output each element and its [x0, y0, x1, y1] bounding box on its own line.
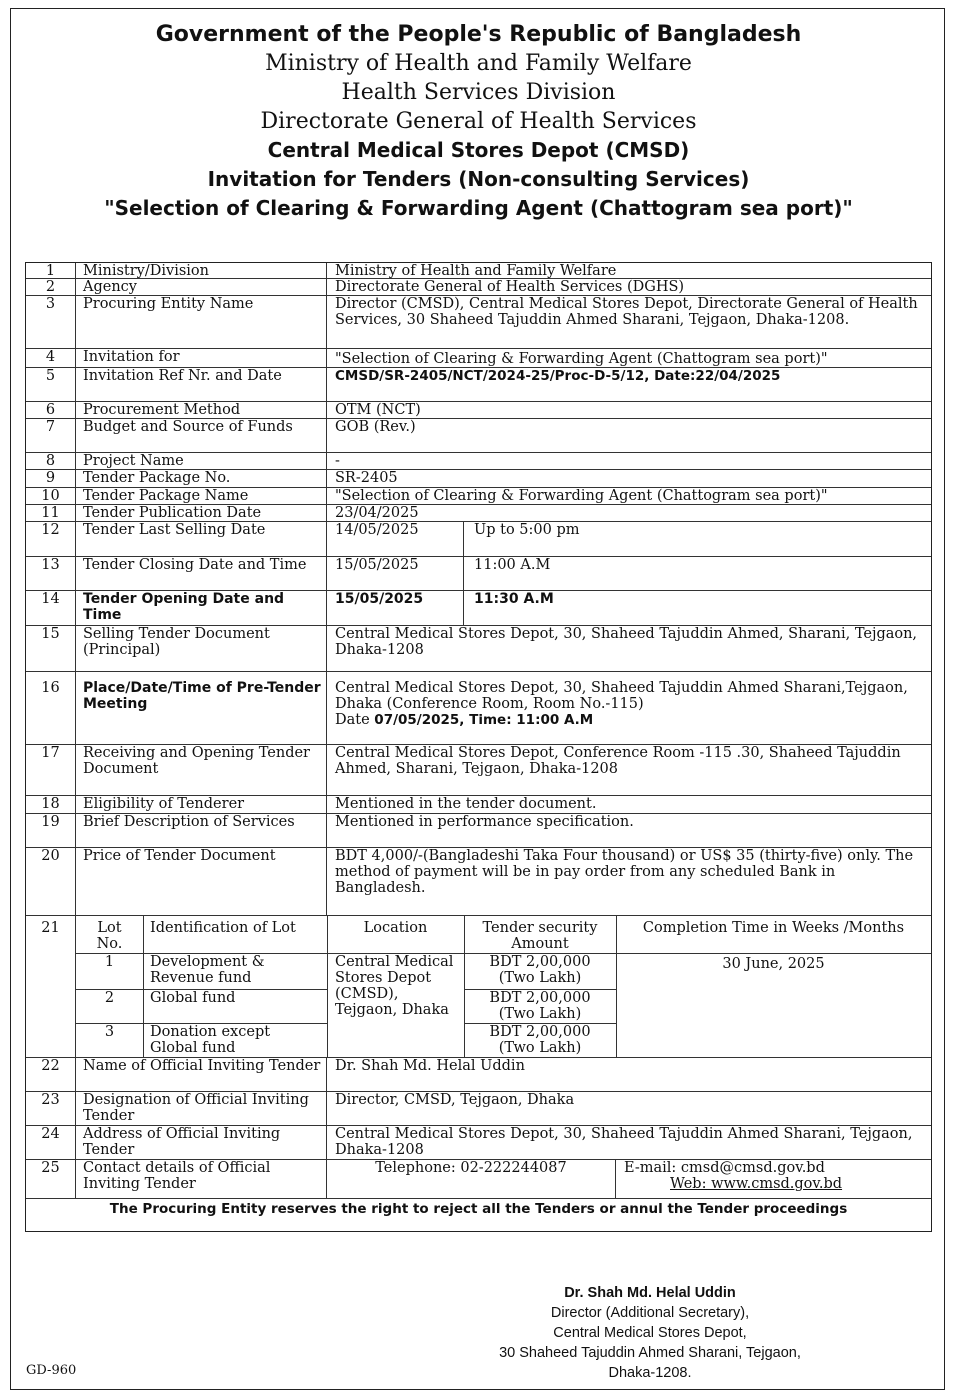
- row-label: Name of Official Inviting Tender: [76, 1058, 327, 1091]
- row-label: Contact details of Official Inviting Tender: [76, 1160, 327, 1198]
- lot-identification: Donation except Global fund: [150, 1024, 271, 1056]
- row-number: 1: [26, 263, 76, 278]
- header-invitation: Invitation for Tenders (Non-consulting Services): [207, 167, 750, 191]
- security-header: Tender security Amount: [482, 920, 598, 952]
- table-row: [26, 296, 931, 349]
- row-value: Dr. Shah Md. Helal Uddin: [335, 1058, 525, 1074]
- row-number: 13: [26, 557, 76, 590]
- contact-website[interactable]: Web: www.cmsd.gov.bd: [670, 1176, 843, 1192]
- lot-security: BDT 2,00,000 (Two Lakh): [489, 954, 591, 986]
- row-value: Director, CMSD, Tejgaon, Dhaka: [335, 1092, 575, 1108]
- row-number: 14: [26, 591, 76, 625]
- row-value: Director (CMSD), Central Medical Stores Depot, Directorate General of Health Services, 30 Shaheed Tajuddin Ahmed Sharani, Tejgaon, Dhaka-1208.: [335, 296, 918, 328]
- row-label: Invitation Ref Nr. and Date: [76, 368, 327, 401]
- row-value: -: [335, 453, 340, 469]
- table-row: [26, 745, 931, 796]
- row-label: Tender Closing Date and Time: [76, 557, 327, 590]
- lot-no-header: Lot No.: [96, 920, 123, 952]
- row-value: 14/05/2025: [327, 522, 464, 556]
- lot-number: 3: [104, 1024, 115, 1040]
- row-number: 25: [26, 1160, 76, 1198]
- row-value: 15/05/2025: [327, 591, 464, 625]
- row-label: Tender Package Name: [76, 488, 327, 504]
- table-row: [26, 279, 931, 296]
- row-value: Ministry of Health and Family Welfare: [335, 263, 617, 278]
- row-label: Invitation for: [76, 349, 327, 367]
- row-value: Mentioned in the tender document.: [335, 796, 597, 812]
- row-number: 3: [26, 296, 76, 348]
- row-number: 9: [26, 470, 76, 487]
- row-value-time: 11:30 A.M: [474, 591, 554, 607]
- lot-identification: Global fund: [150, 990, 236, 1006]
- table-row: [26, 453, 931, 470]
- row-number: 19: [26, 814, 76, 847]
- table-row: [26, 1058, 931, 1092]
- lot-security: BDT 2,00,000 (Two Lakh): [489, 990, 591, 1022]
- row-value: Central Medical Stores Depot, Conference Room -115 .30, Shaheed Tajuddin Ahmed, Sharani, Tejgaon, Dhaka-1208: [335, 745, 901, 777]
- row-number: 23: [26, 1092, 76, 1125]
- row-label: Procuring Entity Name: [76, 296, 327, 348]
- row-label: Price of Tender Document: [76, 848, 327, 915]
- table-row: [26, 1092, 931, 1126]
- row-number: 20: [26, 848, 76, 915]
- lot-completion: 30 June, 2025: [722, 956, 825, 972]
- row-value: 15/05/2025: [327, 557, 464, 590]
- tender-table: [25, 262, 932, 1232]
- row-value: Central Medical Stores Depot, 30, Shaheed Tajuddin Ahmed Sharani, Tejgaon, Dhaka-1208: [335, 1126, 913, 1158]
- row-number: 16: [26, 672, 76, 744]
- pre-tender-meeting-place: Central Medical Stores Depot, 30, Shaheed Tajuddin Ahmed Sharani,Tejgaon, Dhaka (Conference Room, Room No.-115): [335, 680, 908, 712]
- row-number: 10: [26, 488, 76, 504]
- signatory-name: Dr. Shah Md. Helal Uddin: [564, 1285, 736, 1301]
- header-selection: "Selection of Clearing & Forwarding Agent (Chattogram sea port)": [104, 196, 853, 220]
- row-number: 18: [26, 796, 76, 813]
- row-number: 12: [26, 522, 76, 556]
- identification-header: Identification of Lot: [150, 920, 296, 936]
- completion-header: Completion Time in Weeks /Months: [642, 920, 905, 936]
- row-label: Designation of Official Inviting Tender: [76, 1092, 327, 1125]
- header-division: Health Services Division: [341, 80, 616, 105]
- row-label: Place/Date/Time of Pre-Tender Meeting: [76, 672, 327, 744]
- lot-number: 1: [104, 954, 115, 970]
- row-label: Brief Description of Services: [76, 814, 327, 847]
- row-value: "Selection of Clearing & Forwarding Agent (Chattogram sea port)": [335, 351, 828, 367]
- row-number: 4: [26, 349, 76, 367]
- row-label: Receiving and Opening Tender Document: [76, 745, 327, 795]
- row-value: Central Medical Stores Depot, 30, Shaheed Tajuddin Ahmed, Sharani, Tejgaon, Dhaka-1208: [335, 626, 918, 658]
- lot-identification: Development & Revenue fund: [150, 954, 265, 986]
- row-value: GOB (Rev.): [335, 419, 416, 435]
- table-row: [26, 848, 931, 916]
- reservation-notice: The Procuring Entity reserves the right to reject all the Tenders or annul the Tender proceedings: [109, 1201, 848, 1217]
- table-row: [26, 814, 931, 848]
- location-header: Location: [363, 920, 428, 936]
- table-row: [26, 402, 931, 419]
- pre-tender-meeting-value: [327, 672, 931, 744]
- row-label: Budget and Source of Funds: [76, 419, 327, 452]
- header-ministry: Ministry of Health and Family Welfare: [265, 51, 692, 76]
- date-time: 07/05/2025, Time: 11:00 A.M: [374, 712, 594, 728]
- pre-tender-meeting-datetime: [335, 712, 926, 728]
- row-label: Eligibility of Tenderer: [76, 796, 327, 813]
- contact-online: [616, 1160, 931, 1198]
- signatory-office: Central Medical Stores Depot,: [553, 1325, 747, 1341]
- row-label: Selling Tender Document (Principal): [76, 626, 327, 671]
- row-value: SR-2405: [335, 470, 398, 486]
- lot-divider: [616, 953, 931, 954]
- document-header: [0, 20, 957, 223]
- row-number: 8: [26, 453, 76, 469]
- contact-email[interactable]: E-mail: cmsd@cmsd.gov.bd: [624, 1160, 825, 1176]
- row-number: 5: [26, 368, 76, 401]
- document-code: GD-960: [26, 1363, 77, 1378]
- lot-table-row: [26, 916, 931, 1058]
- row-value-time: Up to 5:00 pm: [474, 522, 580, 538]
- row-label: Procurement Method: [76, 402, 327, 418]
- row-value: BDT 4,000/-(Bangladeshi Taka Four thousand) or US$ 35 (thirty-five) only. The method of payment will be in pay order from any scheduled Bank in Bangladesh.: [335, 848, 914, 896]
- row-value: 23/04/2025: [335, 505, 419, 521]
- header-government: Government of the People's Republic of Bangladesh: [155, 22, 802, 47]
- row-number: 17: [26, 745, 76, 795]
- row-label: Address of Official Inviting Tender: [76, 1126, 327, 1159]
- table-row: [26, 419, 931, 453]
- table-row: [26, 591, 931, 626]
- table-row: [26, 1126, 931, 1160]
- row-label: Agency: [76, 279, 327, 295]
- table-row: [26, 263, 931, 279]
- row-label: Project Name: [76, 453, 327, 469]
- invitation-ref-value: CMSD/SR-2405/NCT/2024-25/Proc-D-5/12, Date:22/04/2025: [335, 368, 781, 384]
- row-value: Mentioned in performance specification.: [335, 814, 634, 830]
- table-row: [26, 505, 931, 522]
- row-number: 11: [26, 505, 76, 521]
- row-label: Ministry/Division: [76, 263, 327, 278]
- row-number: 21: [26, 916, 76, 1057]
- row-number: 6: [26, 402, 76, 418]
- row-number: 2: [26, 279, 76, 295]
- table-row: [26, 672, 931, 745]
- lot-location: Central Medical Stores Depot (CMSD), Tejgaon, Dhaka: [335, 954, 454, 1018]
- table-row: [26, 522, 931, 557]
- table-row: [26, 368, 931, 402]
- table-row: [26, 626, 931, 672]
- signatory-address: 30 Shaheed Tajuddin Ahmed Sharani, Tejgaon,: [499, 1345, 801, 1361]
- lot-divider: [616, 916, 617, 1057]
- row-number: 24: [26, 1126, 76, 1159]
- header-directorate: Directorate General of Health Services: [260, 109, 697, 134]
- lot-security: BDT 2,00,000 (Two Lakh): [489, 1024, 591, 1056]
- signatory-city: Dhaka-1208.: [608, 1365, 692, 1381]
- table-row: [26, 470, 931, 488]
- signature-block: [420, 1283, 880, 1383]
- row-value: Directorate General of Health Services (DGHS): [335, 279, 685, 295]
- table-row: [26, 349, 931, 368]
- date-prefix: Date: [335, 712, 375, 728]
- signatory-designation: Director (Additional Secretary),: [550, 1305, 750, 1321]
- row-value: "Selection of Clearing & Forwarding Agent (Chattogram sea port)": [335, 488, 828, 504]
- table-row: [26, 557, 931, 591]
- row-label: Tender Package No.: [76, 470, 327, 487]
- lot-table: [76, 916, 931, 1057]
- row-number: 22: [26, 1058, 76, 1091]
- lot-number: 2: [104, 990, 115, 1006]
- row-number: 15: [26, 626, 76, 671]
- row-value-time: 11:00 A.M: [474, 557, 551, 573]
- row-label: Tender Opening Date and Time: [76, 591, 327, 625]
- row-number: 7: [26, 419, 76, 452]
- header-cmsd: Central Medical Stores Depot (CMSD): [267, 138, 690, 162]
- table-row: [26, 1160, 931, 1199]
- row-label: Tender Publication Date: [76, 505, 327, 521]
- contact-telephone: Telephone: 02-222244087: [327, 1160, 616, 1198]
- row-label: Tender Last Selling Date: [76, 522, 327, 556]
- table-row: [26, 796, 931, 814]
- row-value: OTM (NCT): [335, 402, 421, 418]
- table-row: [26, 488, 931, 505]
